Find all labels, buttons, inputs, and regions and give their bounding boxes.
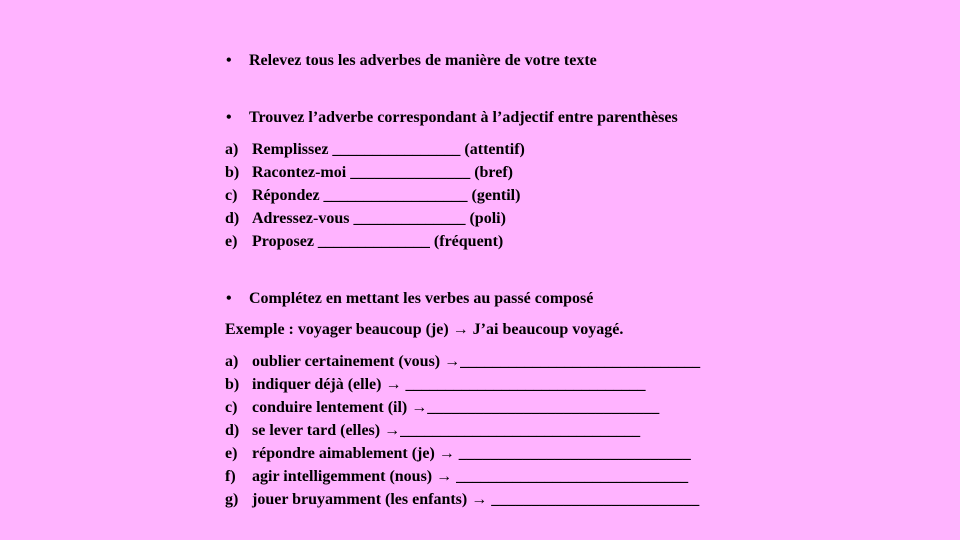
item-letter: c) [225, 187, 238, 204]
item-text: se lever tard (elles) →______________________________ [252, 422, 641, 439]
item-text: indiquer déjà (elle) → ______________________________ [252, 376, 646, 393]
instruction-adverbe-correspondant: Trouvez l’adverbe correspondant à l’adjectif entre parenthèses [249, 109, 678, 126]
item-letter: g) [225, 491, 239, 508]
item-text: Adressez-vous ______________ (poli) [252, 210, 506, 227]
list-item [225, 398, 659, 418]
list-item [225, 467, 688, 487]
item-text: Remplissez ________________ (attentif) [252, 141, 525, 158]
item-letter: d) [225, 210, 240, 227]
item-letter: b) [225, 164, 240, 181]
item-text: jouer bruyamment (les enfants) → __________________________ [252, 491, 700, 508]
item-letter: e) [225, 445, 238, 462]
item-letter: d) [225, 422, 240, 439]
list-item [225, 444, 691, 464]
bullet-2: • [226, 109, 232, 126]
bullet-1: • [226, 52, 232, 69]
list-item [225, 209, 506, 229]
item-text: conduire lentement (il) →_____________________________ [252, 399, 660, 416]
item-letter: a) [225, 353, 239, 370]
item-text: oublier certainement (vous) →______________________________ [252, 353, 701, 370]
list-item [225, 490, 699, 510]
list-item [225, 186, 520, 206]
item-letter: a) [225, 141, 239, 158]
item-letter: e) [225, 233, 238, 250]
list-item [225, 375, 645, 395]
item-text: Racontez-moi _______________ (bref) [252, 164, 513, 181]
list-item [225, 140, 525, 160]
item-text: répondre aimablement (je) → _____________________________ [252, 445, 691, 462]
item-text: Proposez ______________ (fréquent) [252, 233, 504, 250]
item-text: Répondez __________________ (gentil) [252, 187, 521, 204]
item-letter: f) [225, 468, 236, 485]
list-item [225, 163, 513, 183]
list-item [225, 232, 503, 252]
instruction-passe-compose: Complétez en mettant les verbes au passé composé [249, 290, 594, 307]
list-item [225, 352, 700, 372]
item-letter: b) [225, 376, 240, 393]
item-letter: c) [225, 399, 238, 416]
example-line: Exemple : voyager beaucoup (je) → J’ai beaucoup voyagé. [225, 321, 624, 338]
instruction-adverbes-maniere: Relevez tous les adverbes de manière de votre texte [249, 52, 597, 69]
list-item [225, 421, 640, 441]
item-text: agir intelligemment (nous) → _____________________________ [252, 468, 689, 485]
bullet-3: • [226, 290, 232, 307]
